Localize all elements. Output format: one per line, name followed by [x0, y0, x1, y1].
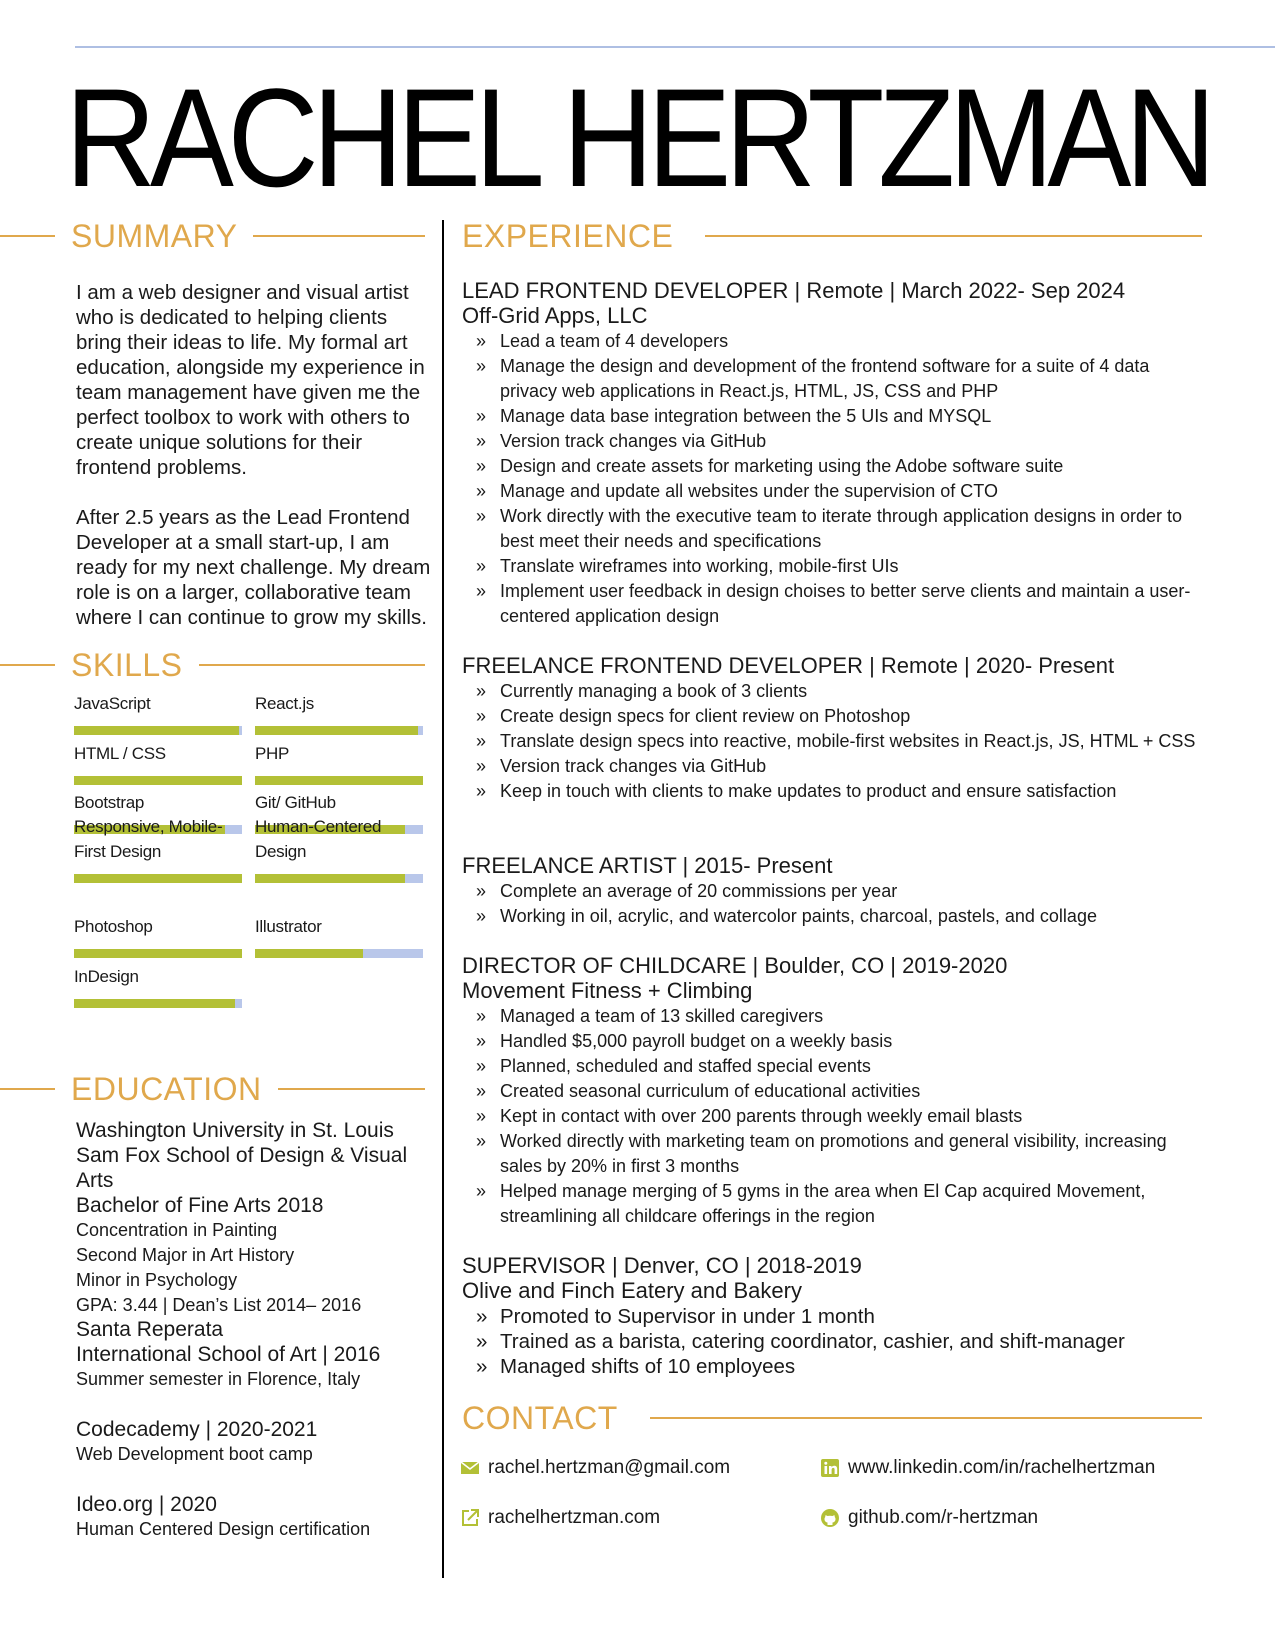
skill-bar-fill: [255, 726, 418, 735]
education-heading-line: International School of Art | 2016: [76, 1343, 381, 1366]
education-detail-line: Summer semester in Florence, Italy: [76, 1369, 361, 1389]
job-bullet: [462, 579, 1202, 629]
job-bullet-text: Work directly with the executive team to iterate through application designs in order to best meet their needs and specifications: [500, 506, 1183, 551]
job-bullet-text: Translate design specs into reactive, mobile-first websites in React.js, JS, HTML + CSS: [500, 731, 1196, 751]
contact-github-text: github.com/r-hertzman: [848, 1507, 1039, 1528]
education-entry: [76, 1317, 436, 1392]
contact-website-text: rachelhertzman.com: [488, 1507, 661, 1528]
bullet-chevron-icon: »: [476, 1081, 487, 1101]
job-title: SUPERVISOR | Denver, CO | 2018-2019: [462, 1253, 862, 1278]
skills-title: SKILLS: [71, 646, 183, 683]
skill-label: Bootstrap: [74, 793, 145, 812]
job-company: Off-Grid Apps, LLC: [462, 303, 648, 328]
skill-bar: [255, 776, 423, 785]
education-heading: [0, 1069, 425, 1109]
job-bullet-text: Implement user feedback in design choises to better serve clients and maintain a user-centered application design: [500, 581, 1191, 626]
job-bullet-text: Created seasonal curriculum of educational activities: [500, 1081, 921, 1101]
contact-title: CONTACT: [462, 1399, 618, 1436]
job-bullet-text: Create design specs for client review on Photoshop: [500, 706, 911, 726]
education-heading-line: Ideo.org | 2020: [76, 1493, 217, 1516]
bullet-chevron-icon: »: [476, 706, 487, 726]
job-bullet-text: Helped manage merging of 5 gyms in the area when El Cap acquired Movement, streamlining all childcare offerings in the region: [500, 1181, 1146, 1226]
skill-bar: [255, 949, 423, 958]
skill-bar: [74, 776, 242, 785]
education-entry: [76, 1492, 436, 1542]
experience-heading: [462, 216, 1202, 256]
education-entry: [76, 1417, 436, 1467]
summary-heading: [0, 216, 425, 256]
resume-name: RACHEL HERTZMAN: [65, 59, 1210, 216]
job-bullet: [462, 504, 1202, 554]
skill-bar-fill: [74, 726, 239, 735]
skill-bar-fill: [74, 776, 242, 785]
skill-label: HTML / CSS: [74, 744, 166, 763]
education-heading-line: Sam Fox School of Design & Visual Arts: [76, 1144, 408, 1192]
job-bullet-text: Trained as a barista, catering coordinator, cashier, and shift-manager: [500, 1330, 1125, 1353]
bullet-chevron-icon: »: [476, 756, 487, 776]
bullet-chevron-icon: »: [476, 481, 487, 501]
summary-paragraph-2: After 2.5 years as the Lead Frontend Developer at a small start-up, I am ready for my next challenge. My dream role is on a larger, collaborative team where I can continue to grow my skills.: [76, 506, 431, 629]
skill-bar: [74, 949, 242, 958]
job-bullet: [462, 1304, 1202, 1329]
skills-heading: [0, 645, 425, 685]
bullet-chevron-icon: »: [476, 406, 487, 426]
bullet-chevron-icon: »: [476, 881, 487, 901]
job-bullet-text: Manage data base integration between the 5 UIs and MYSQL: [500, 406, 992, 426]
job-bullet: [462, 904, 1202, 929]
job-title: DIRECTOR OF CHILDCARE | Boulder, CO | 2019-2020: [462, 953, 1008, 978]
job-company: Movement Fitness + Climbing: [462, 978, 753, 1003]
job-bullet-text: Complete an average of 20 commissions per year: [500, 881, 898, 901]
job-bullet-text: Manage the design and development of the frontend software for a suite of 4 data privacy web applications in React.js, HTML, JS, CSS and PHP: [500, 356, 1150, 401]
bullet-chevron-icon: »: [476, 456, 487, 476]
bullet-chevron-icon: »: [476, 1106, 487, 1126]
job-bullet: [462, 404, 1202, 429]
skill-bar-fill: [74, 949, 242, 958]
contact-website[interactable]: [460, 1505, 660, 1530]
linkedin-icon: [820, 1458, 840, 1478]
skill-label: Photoshop: [74, 917, 153, 936]
skill-bar-fill: [255, 874, 405, 883]
job-title: LEAD FRONTEND DEVELOPER | Remote | March 2022- Sep 2024: [462, 278, 1126, 303]
summary-text: [76, 280, 436, 630]
contact-linkedin-text: www.linkedin.com/in/rachelhertzman: [848, 1457, 1156, 1478]
job-bullet: [462, 329, 1202, 354]
job-bullet: [462, 454, 1202, 479]
skill-label: Git/ GitHub: [255, 793, 336, 812]
bullet-chevron-icon: »: [476, 731, 487, 751]
bullet-chevron-icon: »: [476, 356, 487, 376]
contact-email[interactable]: [460, 1455, 730, 1480]
bullet-chevron-icon: »: [476, 1006, 487, 1026]
bullet-chevron-icon: »: [476, 556, 487, 576]
contact-github[interactable]: [820, 1505, 1038, 1530]
skill-bar-fill: [255, 776, 423, 785]
job-title: FREELANCE ARTIST | 2015- Present: [462, 853, 833, 878]
bullet-chevron-icon: »: [476, 906, 487, 926]
job-bullet: [462, 1129, 1202, 1179]
job-bullet-text: Handled $5,000 payroll budget on a weekly basis: [500, 1031, 893, 1051]
bullet-chevron-icon: »: [476, 506, 487, 526]
education-detail-line: Concentration in Painting: [76, 1220, 278, 1240]
job-bullet: [462, 1354, 1202, 1379]
job-bullet: [462, 354, 1202, 404]
education-detail-line: Minor in Psychology: [76, 1270, 238, 1290]
contact-linkedin[interactable]: [820, 1455, 1155, 1480]
job-bullet: [462, 679, 1202, 704]
bullet-chevron-icon: »: [476, 1330, 488, 1353]
column-divider: [442, 220, 444, 1578]
bullet-chevron-icon: »: [476, 1305, 488, 1328]
job-bullet-text: Translate wireframes into working, mobile-first UIs: [500, 556, 899, 576]
skill-label: JavaScript: [74, 694, 151, 713]
job-bullet-text: Manage and update all websites under the supervision of CTO: [500, 481, 998, 501]
job-bullet: [462, 754, 1202, 779]
bullet-chevron-icon: »: [476, 681, 487, 701]
job-bullet-text: Managed shifts of 10 employees: [500, 1355, 796, 1378]
bullet-chevron-icon: »: [476, 1056, 487, 1076]
education-heading-line: Washington University in St. Louis: [76, 1119, 394, 1142]
education-title: EDUCATION: [71, 1070, 262, 1107]
job-bullet-text: Working in oil, acrylic, and watercolor paints, charcoal, pastels, and collage: [500, 906, 1097, 926]
email-icon: [460, 1458, 480, 1478]
job-bullet-list: [462, 879, 1202, 929]
job-bullet: [462, 1004, 1202, 1029]
job-bullet: [462, 729, 1202, 754]
skill-bar: [74, 999, 242, 1008]
job-bullet: [462, 479, 1202, 504]
job-bullet-text: Planned, scheduled and staffed special events: [500, 1056, 871, 1076]
skill-label: Human-Centered Design: [255, 817, 382, 861]
bullet-chevron-icon: »: [476, 331, 487, 351]
job-bullet: [462, 879, 1202, 904]
skill-bar-fill: [74, 999, 235, 1008]
github-icon: [820, 1508, 840, 1528]
contact-heading: [462, 1398, 1202, 1438]
bullet-chevron-icon: »: [476, 781, 487, 801]
summary-paragraph-1: I am a web designer and visual artist who is dedicated to helping clients bring their ideas to life. My formal art education, alongside my experience in team management have given me the perfect toolbox to work with others to create unique solutions for their frontend problems.: [76, 281, 425, 479]
education-detail-line: Web Development boot camp: [76, 1444, 313, 1464]
job-bullet-text: Currently managing a book of 3 clients: [500, 681, 808, 701]
job-entry: [462, 653, 1202, 804]
bullet-chevron-icon: »: [476, 431, 487, 451]
job-entry: [462, 278, 1202, 629]
job-bullet: [462, 1179, 1202, 1229]
summary-title: SUMMARY: [71, 217, 238, 254]
job-bullet-list: [462, 1304, 1202, 1379]
job-company: Olive and Finch Eatery and Bakery: [462, 1278, 802, 1303]
skill-bar: [74, 726, 242, 735]
skill-label: PHP: [255, 744, 290, 763]
job-bullet: [462, 1104, 1202, 1129]
education-detail-line: Second Major in Art History: [76, 1245, 295, 1265]
job-bullet-text: Managed a team of 13 skilled caregivers: [500, 1006, 824, 1026]
job-bullet: [462, 1079, 1202, 1104]
skill-label: Illustrator: [255, 917, 322, 936]
job-bullet: [462, 779, 1202, 804]
job-bullet-text: Lead a team of 4 developers: [500, 331, 729, 351]
bullet-chevron-icon: »: [476, 1031, 487, 1051]
education-heading-line: Bachelor of Fine Arts 2018: [76, 1194, 324, 1217]
bullet-chevron-icon: »: [476, 1355, 488, 1378]
education-heading-line: Santa Reperata: [76, 1318, 224, 1341]
education-entry: [76, 1118, 436, 1318]
bullet-chevron-icon: »: [476, 1131, 487, 1151]
job-bullet-text: Keep in touch with clients to make updates to product and ensure satisfaction: [500, 781, 1117, 801]
skill-label: Responsive, Mobile-First Design: [74, 817, 223, 861]
skill-bar: [255, 874, 423, 883]
job-bullet-text: Worked directly with marketing team on promotions and general visibility, increasing sales by 20% in first 3 months: [500, 1131, 1167, 1176]
job-title: FREELANCE FRONTEND DEVELOPER | Remote | 2020- Present: [462, 653, 1115, 678]
education-detail-line: GPA: 3.44 | Dean’s List 2014– 2016: [76, 1295, 362, 1315]
skill-bar-fill: [74, 874, 242, 883]
skill-bar-fill: [255, 949, 363, 958]
job-bullet-list: [462, 1004, 1202, 1229]
bullet-chevron-icon: »: [476, 1181, 487, 1201]
contact-email-text: rachel.hertzman@gmail.com: [488, 1457, 731, 1478]
skill-label: React.js: [255, 694, 315, 713]
job-bullet-text: Design and create assets for marketing using the Adobe software suite: [500, 456, 1064, 476]
job-bullet-text: Version track changes via GitHub: [500, 756, 767, 776]
job-bullet: [462, 1029, 1202, 1054]
job-entry: [462, 1253, 1202, 1379]
education-heading-line: Codecademy | 2020-2021: [76, 1418, 318, 1441]
job-bullet: [462, 1329, 1202, 1354]
job-entry: [462, 953, 1202, 1229]
job-bullet: [462, 704, 1202, 729]
job-bullet-text: Version track changes via GitHub: [500, 431, 767, 451]
education-detail-line: Human Centered Design certification: [76, 1519, 371, 1539]
skill-bar: [255, 726, 423, 735]
job-bullet-list: [462, 329, 1202, 629]
external-link-icon: [460, 1508, 480, 1528]
job-entry: [462, 853, 1202, 929]
job-bullet: [462, 429, 1202, 454]
bullet-chevron-icon: »: [476, 581, 487, 601]
job-bullet: [462, 554, 1202, 579]
job-bullet-text: Promoted to Supervisor in under 1 month: [500, 1305, 875, 1328]
job-bullet-text: Kept in contact with over 200 parents through weekly email blasts: [500, 1106, 1023, 1126]
top-rule: [75, 46, 1275, 48]
job-bullet-list: [462, 679, 1202, 804]
job-bullet: [462, 1054, 1202, 1079]
skill-label: InDesign: [74, 967, 139, 986]
experience-title: EXPERIENCE: [462, 217, 674, 254]
skill-bar: [74, 874, 242, 883]
